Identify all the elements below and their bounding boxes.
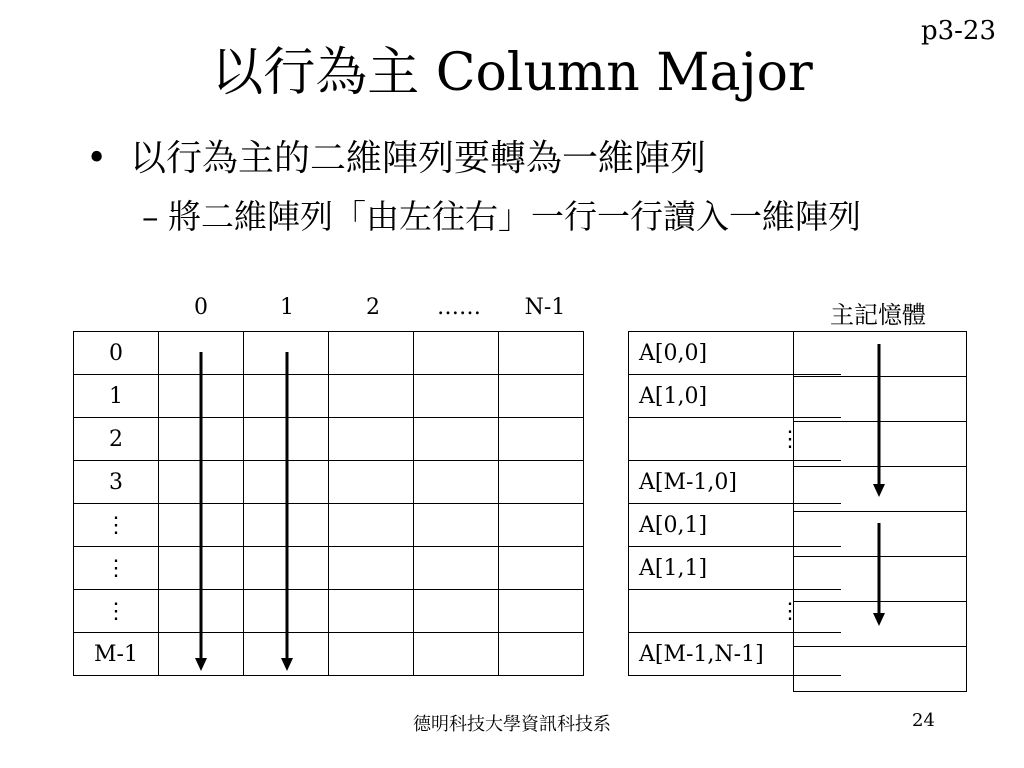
footer-text: 德明科技大學資訊科技系 [413, 714, 611, 735]
column-header-2: 2 [366, 295, 380, 320]
row-label: M-1 [74, 633, 159, 676]
column-header-0: 0 [194, 295, 208, 320]
row-label: 1 [74, 375, 159, 418]
row-label: ⋮ [74, 547, 159, 590]
down-arrow-column-0 [195, 352, 207, 671]
down-arrow-memory-1 [873, 344, 885, 497]
sub-bullet-marker: – [142, 197, 159, 236]
bullet-marker: • [86, 138, 108, 179]
down-arrow-memory-2 [873, 523, 885, 626]
column-header-1: 1 [280, 295, 294, 320]
memory-address: A[M-1,N-1] [629, 633, 842, 676]
row-label: ⋮ [74, 590, 159, 633]
down-arrow-column-1 [281, 352, 293, 671]
memory-address-ellipsis: ⋮ [629, 590, 842, 633]
memory-address: A[0,0] [629, 332, 842, 375]
memory-address-ellipsis: ⋮ [629, 418, 842, 461]
row-label: 2 [74, 418, 159, 461]
row-label: 3 [74, 461, 159, 504]
bullet-text: 以行為主的二維陣列要轉為一維陣列 [130, 138, 707, 179]
slide-title: 以行為主 Column Major [211, 43, 813, 103]
column-header-n-1: N-1 [524, 295, 566, 320]
page-number: 24 [912, 710, 935, 731]
memory-address: A[1,1] [629, 547, 842, 590]
memory-address: A[M-1,0] [629, 461, 842, 504]
sub-bullet-text: 將二維陣列「由左往右」一行一行讀入一維陣列 [168, 197, 861, 236]
memory-address: A[1,0] [629, 375, 842, 418]
slide-code: p3-23 [920, 16, 996, 46]
memory-header: 主記憶體 [830, 301, 926, 329]
memory-address: A[0,1] [629, 504, 842, 547]
row-label: ⋮ [74, 504, 159, 547]
row-label: 0 [74, 332, 159, 375]
column-header-ellipsis: …… [437, 295, 481, 320]
